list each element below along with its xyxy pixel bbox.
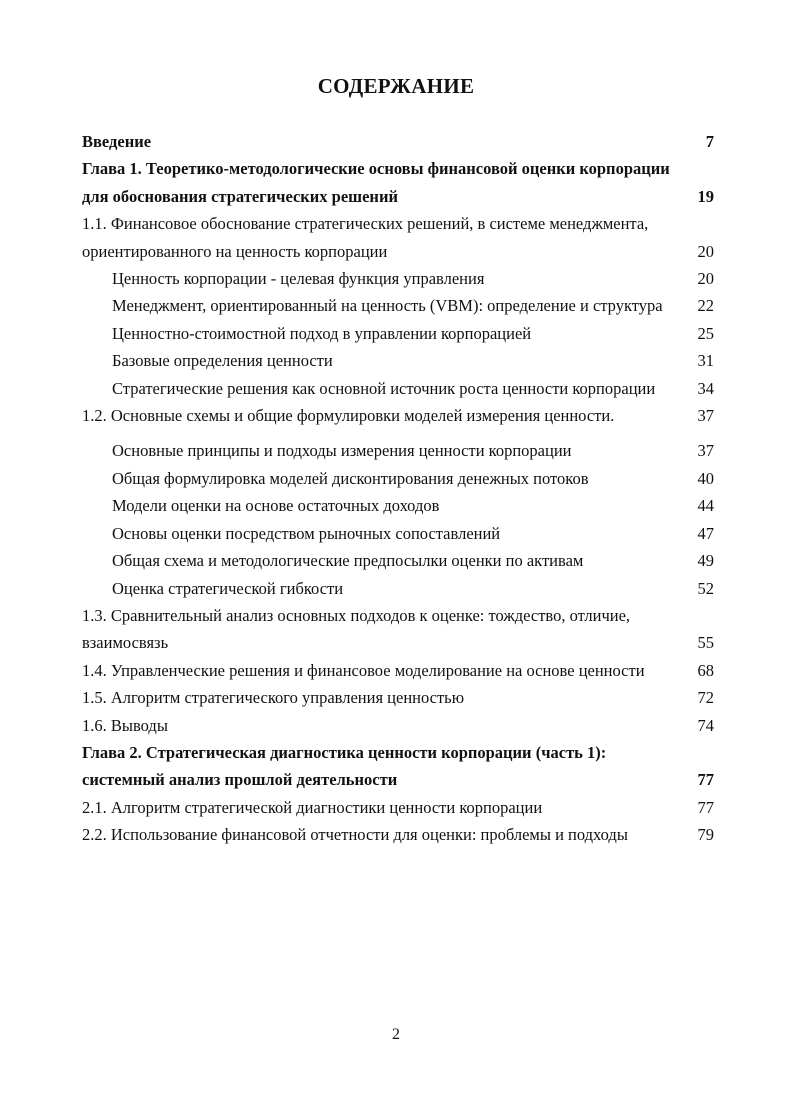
toc-entry-text: Общая формулировка моделей дисконтирования денежных потоков — [112, 468, 589, 488]
toc-entry-text: Базовые определения ценности — [112, 351, 333, 371]
toc-entry-text: 1.5. Алгоритм стратегического управления ценностью — [82, 688, 465, 708]
toc-entry-page: 37 — [697, 441, 714, 461]
toc-entry-page: 22 — [697, 296, 714, 316]
toc-entry-page: 31 — [697, 351, 714, 371]
toc-entry-section-2-1 — [82, 794, 722, 821]
toc-entry-text: 2.2. Использование финансовой отчетности для оценки: проблемы и подходы — [82, 825, 628, 845]
toc-entry-subsection — [82, 547, 722, 574]
toc-entry-section-1-1 — [82, 210, 722, 265]
toc-entry-subsection — [82, 437, 722, 464]
toc-entry-chapter-1 — [82, 155, 722, 210]
toc-entry-page: 77 — [697, 770, 714, 790]
toc-entry-text: Ценностно-стоимостной подход в управлении корпорацией — [112, 323, 532, 343]
toc-entry-page: 47 — [697, 523, 714, 543]
toc-entry-text: Оценка стратегической гибкости — [112, 578, 344, 598]
toc-entry-text: 2.1. Алгоритм стратегической диагностики ценности корпорации — [82, 797, 543, 817]
toc-entry-subsection — [82, 520, 722, 547]
toc-entry-section-1-4 — [82, 657, 722, 684]
page-title: СОДЕРЖАНИЕ — [317, 74, 475, 98]
toc-entry-page: 49 — [697, 551, 714, 571]
toc-entry-text: Менеджмент, ориентированный на ценность (VBM): определение и структура — [112, 296, 663, 316]
toc-entry-page: 74 — [697, 715, 714, 735]
toc-entry-page: 25 — [697, 323, 714, 343]
toc-entry-page: 7 — [705, 132, 714, 151]
toc-entry-subsection — [82, 320, 722, 347]
toc-entry-text: Модели оценки на основе остаточных доходов — [112, 496, 440, 516]
toc-entry-page: 79 — [697, 825, 714, 845]
toc-entry-subsection — [82, 265, 722, 292]
toc-entry-page: 20 — [697, 269, 714, 289]
toc-entry-subsection — [82, 375, 722, 402]
toc-entry-page: 19 — [697, 186, 714, 206]
toc-entry-subsection — [82, 575, 722, 602]
toc-entry-page: 68 — [697, 660, 714, 680]
toc-entry-page: 34 — [697, 378, 714, 398]
toc-entry-text: Глава 1. Теоретико-методологические основы финансовой оценки корпорации для обоснования стратегических решений — [82, 159, 670, 206]
toc-entry-text: Ценность корпорации - целевая функция управления — [112, 269, 485, 289]
toc-entry-subsection — [82, 492, 722, 519]
toc-entry-page: 40 — [697, 468, 714, 488]
page-number: 2 — [392, 1026, 400, 1043]
toc-entry-page: 20 — [697, 241, 714, 261]
toc-entry-page: 72 — [697, 688, 714, 708]
toc-entry-text: 1.3. Сравнительный анализ основных подходов к оценке: тождество, отличие, взаимосвязь — [82, 605, 631, 653]
toc-entry-subsection — [82, 347, 722, 374]
toc-entry-page: 55 — [697, 633, 714, 653]
toc-entry-section-1-3 — [82, 602, 722, 657]
toc-entry-page: 37 — [697, 406, 714, 426]
toc-entry-section-1-5 — [82, 684, 722, 711]
toc-entry-page: 77 — [697, 797, 714, 817]
toc-entry-text: Введение — [82, 132, 152, 151]
toc-entry-page: 44 — [697, 496, 714, 516]
toc-entry-subsection — [82, 292, 722, 319]
toc-entry-section-2-2 — [82, 821, 722, 848]
toc-entry-introduction — [82, 128, 722, 155]
toc-entry-text: Стратегические решения как основной источник роста ценности корпорации — [112, 378, 656, 398]
toc-entry-chapter-2 — [82, 739, 722, 794]
toc-entry-text: 1.6. Выводы — [82, 715, 168, 735]
toc-entry-page: 52 — [697, 578, 714, 598]
table-of-contents — [82, 128, 722, 849]
toc-entry-section-1-2 — [82, 402, 722, 429]
toc-entry-section-1-6 — [82, 712, 722, 739]
toc-entry-text: 1.1. Финансовое обоснование стратегических решений, в системе менеджмента, ориентированного на ценность корпорации — [82, 214, 649, 261]
toc-entry-text: 1.2. Основные схемы и общие формулировки моделей измерения ценности. — [82, 406, 615, 426]
toc-entry-text: Общая схема и методологические предпосылки оценки по активам — [112, 551, 584, 571]
toc-entry-text: Основы оценки посредством рыночных сопоставлений — [112, 523, 501, 543]
toc-entry-text: Глава 2. Стратегическая диагностика ценности корпорации (часть 1): системный анализ прошлой деятельности — [82, 742, 607, 790]
toc-entry-text: Основные принципы и подходы измерения ценности корпорации — [112, 441, 572, 461]
toc-entry-text: 1.4. Управленческие решения и финансовое моделирование на основе ценности — [82, 660, 645, 680]
toc-entry-subsection — [82, 465, 722, 492]
